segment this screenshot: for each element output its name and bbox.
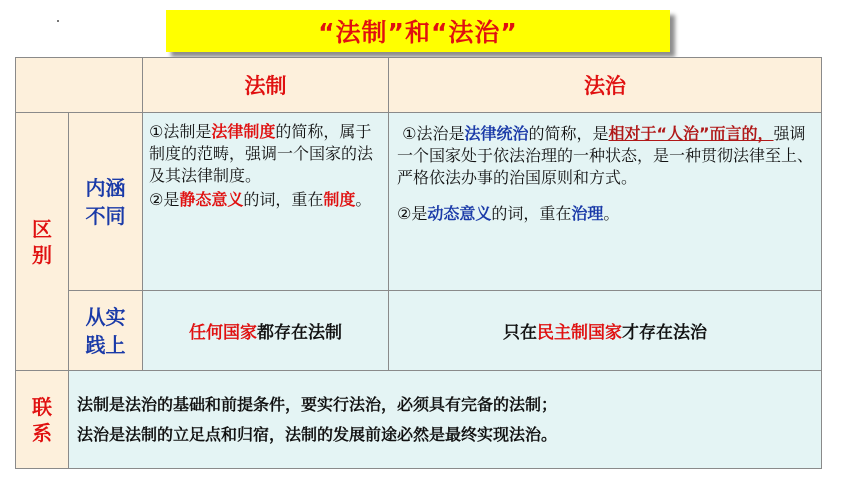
connotation-left-para1: [149, 121, 382, 187]
text-span: 只在: [503, 323, 537, 343]
text-span: 的简称，是: [528, 124, 609, 143]
text-span: 的词，重在: [243, 190, 324, 209]
connotation-label: 内涵不同: [85, 175, 126, 228]
highlight-static-meaning: 静态意义: [179, 190, 244, 209]
text-span: 。: [603, 204, 620, 223]
connotation-left-para2: [149, 189, 382, 211]
highlight-versus-rule-of-man: 相对于“人治”而言的，: [608, 124, 774, 143]
highlight-legal-system: 法律制度: [211, 122, 276, 141]
connotation-right-para2: [397, 203, 813, 225]
practice-fazhi-rule-cell: [389, 291, 822, 371]
difference-label: 区别: [32, 216, 52, 267]
practice-label: 从实践上: [85, 304, 126, 357]
connotation-fazhi-system-cell: [143, 113, 389, 291]
decorative-dot: [57, 20, 59, 22]
corner-cell: [16, 58, 143, 113]
connection-cell: [69, 371, 822, 469]
text-span: ②是: [149, 190, 180, 209]
text-span: 的词，重在: [491, 204, 572, 223]
row-label-practice: [69, 291, 143, 371]
highlight-rule-of-law: 法律统治: [464, 124, 529, 143]
highlight-dynamic-meaning: 动态意义: [427, 204, 492, 223]
row-label-difference: [16, 113, 69, 371]
highlight-democratic-country: 民主制国家: [537, 323, 622, 343]
text-span: 才存在法治: [622, 323, 707, 343]
connection-label: 联系: [32, 394, 52, 445]
connotation-right-para1: [397, 123, 813, 189]
row-label-connotation: [69, 113, 143, 291]
text-span: 的简称，属于制度的范畴，强调一个国家的法及其法律制度。: [149, 122, 374, 185]
highlight-any-country: 任何国家: [189, 323, 257, 343]
page-title: “法制”和“法治”: [166, 10, 670, 52]
highlight-system: 制度: [323, 190, 356, 209]
connection-line-1: 法制是法治的基础和前提条件，要实行法治，必须具有完备的法制；: [77, 394, 558, 414]
row-label-connection: [16, 371, 69, 469]
header-fazhi-system: 法制: [143, 58, 389, 113]
text-span: ①法治是: [402, 124, 465, 143]
highlight-governance: 治理: [571, 204, 604, 223]
text-span: 都存在法制: [257, 323, 342, 343]
text-span: ①法制是: [149, 122, 212, 141]
connection-line-2: 法治是法制的立足点和归宿，法制的发展前途必然是最终实现法治。: [77, 424, 558, 444]
practice-fazhi-system-cell: [143, 291, 389, 371]
header-fazhi-rule: 法治: [389, 58, 822, 113]
text-span: 。: [355, 190, 372, 209]
text-span: 强调一个国家处于依法治理的一种状态，是一种贯彻法律至上、严格依法办事的治国原则和方式。: [397, 124, 814, 187]
text-span: ②是: [397, 204, 428, 223]
comparison-table: [15, 57, 822, 469]
connotation-fazhi-rule-cell: [389, 113, 822, 291]
